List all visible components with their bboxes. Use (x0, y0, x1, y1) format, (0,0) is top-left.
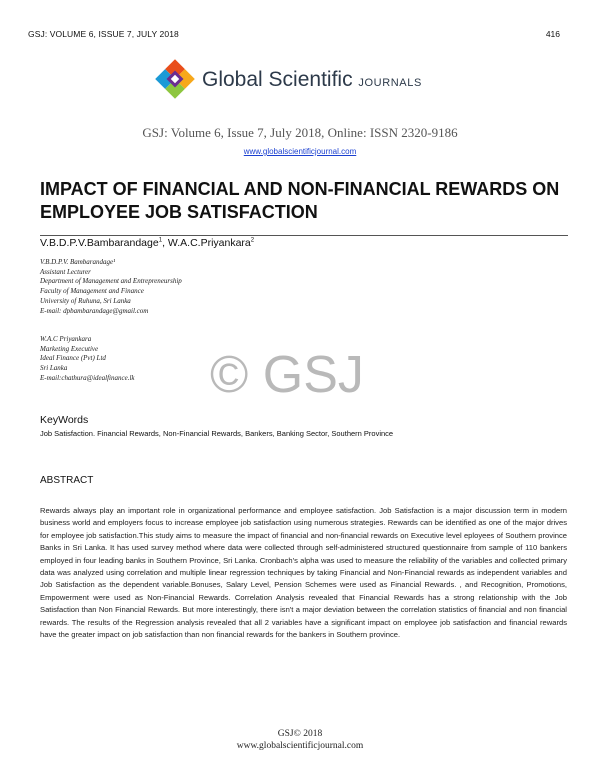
author-separator: , (162, 237, 168, 249)
affiliation-line: Department of Management and Entrepreneurship (40, 277, 182, 286)
gsj-watermark: © GSJ (210, 346, 364, 404)
affiliation-line: Sri Lanka (40, 364, 68, 373)
affiliation-1 (40, 258, 182, 316)
globe-logo-icon (152, 56, 198, 102)
title-rule (40, 235, 568, 236)
running-head: GSJ: VOLUME 6, ISSUE 7, JULY 2018 (28, 29, 179, 39)
affiliation-line: Faculty of Management and Finance (40, 287, 144, 296)
affiliation-line: Ideal Finance (Pvt) Ltd (40, 354, 106, 363)
keywords-text: Job Satisfaction. Financial Rewards, Non-Financial Rewards, Bankers, Banking Sector, Southern Province (40, 429, 394, 438)
page-number: 416 (545, 29, 560, 39)
journal-logo (152, 56, 452, 106)
affiliation-line: E-mail:chathura@idealfinance.lk (40, 373, 135, 382)
logo-wordmark (202, 68, 422, 92)
logo-wordmark-main: Global Scientific (202, 68, 353, 91)
author-1-sup: 1 (158, 237, 163, 244)
affiliation-line: University of Ruhuna, Sri Lanka (40, 296, 131, 305)
abstract-heading: ABSTRACT (40, 475, 94, 486)
affiliation-2 (40, 335, 135, 384)
affiliation-line: W.A.C Priyankara (40, 335, 92, 343)
affiliation-line: E-mail: dpbambarandage@gmail.com (40, 306, 149, 315)
author-1: V.B.D.P.V.Bambarandage (40, 237, 159, 249)
abstract-body: Rewards always play an important role in organizational performance and employee satisfaction. Job Satisfaction is a major discussion term in modern business world and employers focus to increase employee job satisfaction using numerous strategies. Rewards can be identified as one of the major drives for employee job satisfaction.This study aims to measure the impact of financial and non-financial rewards on Executive level eployees of Southern province Banks in Sri Lanka. It has used survey method where data were collected through self-administered structured questionnaire from sample of 110 bankers employed in four leading banks in Southern Province, Sri Lanka. Cronbach's alpha was used to measure the reliability of the variables and collected primary data was analyzed using correlation and multiple linear regression techniques by taking Financial and Non-Financial rewards as independent variables and Job Satisfaction as the dependent variable.Bonuses, Salary Level, Pension Schemes were used as Financial Rewards. , and Recognition, Promotions, Empowerment were used as Non-Financial Rewards. Correlation Analysis revealed that Financial Rewards has a strong relationship with the Job Satisfaction than Non Financial Rewards. But more interestingly, there isn't a major deviation between the correlation statistics of financial and non financial rewards. The results of the Regression analysis revealed that all 2 variables have a significant impact on employee job satisfaction and financial rewards have the greater impact on job satisfaction than non financial rewards for the bankers in Southern province. (40, 506, 567, 640)
author-line (40, 237, 254, 249)
affiliation-line: Marketing Executive (40, 344, 99, 353)
journal-issue-line: GSJ: Volume 6, Issue 7, July 2018, Online: ISSN 2320-9186 (142, 125, 458, 140)
keywords-heading: KeyWords (40, 414, 89, 426)
footer-url: www.globalscientificjournal.com (236, 741, 364, 751)
author-2-sup: 2 (250, 237, 255, 244)
author-2: W.A.C.Priyankara (167, 237, 251, 249)
footer-copyright: GSJ© 2018 (277, 729, 323, 739)
paper-title: IMPACT OF FINANCIAL AND NON-FINANCIAL REWARDS ON EMPLOYEE JOB SATISFACTION (40, 179, 560, 222)
journal-url-link[interactable]: www.globalscientificjournal.com (243, 147, 357, 156)
logo-wordmark-small: JOURNALS (358, 77, 422, 89)
affiliation-line: V.B.D.P.V. Bambarandage¹ (40, 258, 116, 266)
affiliation-line: Assistant Lecturer (40, 267, 91, 276)
